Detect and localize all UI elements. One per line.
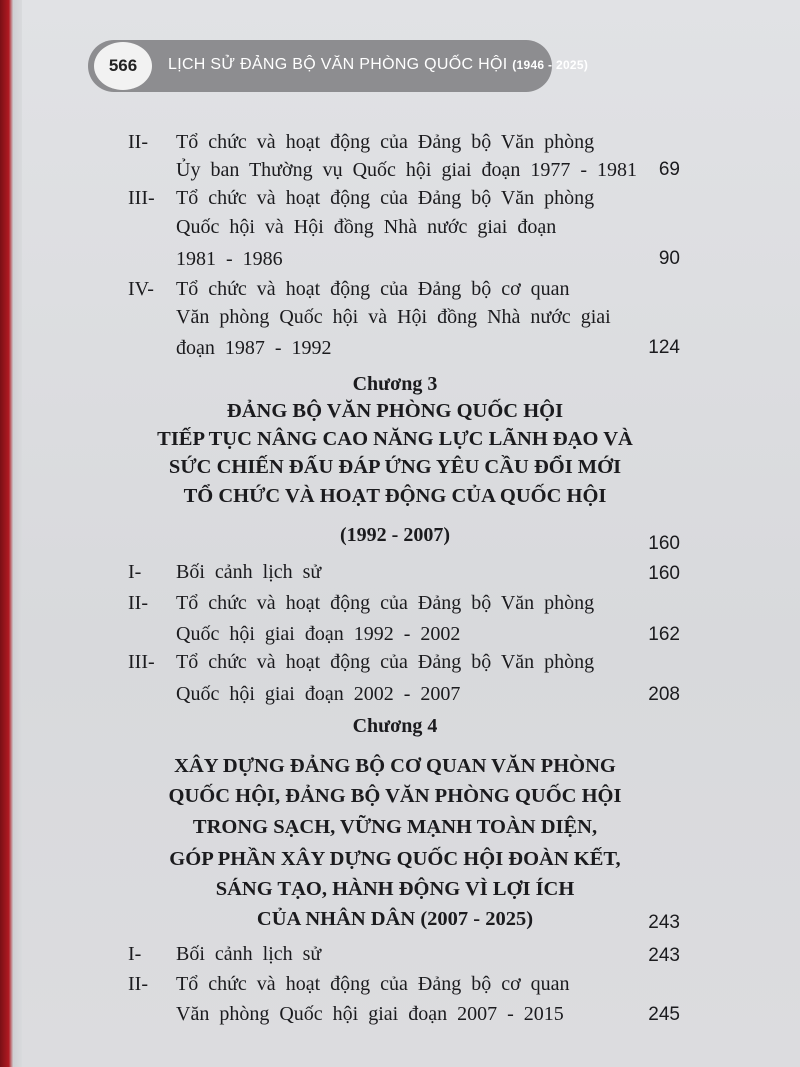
entry-text: Quốc hội giai đoạn 2002 - 2007 xyxy=(176,683,461,705)
entry-text: Quốc hội giai đoạn 1992 - 2002 xyxy=(176,623,461,645)
chapter-title-line: TIẾP TỤC NÂNG CAO NĂNG LỰC LÃNH ĐẠO VÀ xyxy=(157,428,633,450)
chapter-page: 160 xyxy=(648,533,680,554)
header-title-text: LỊCH SỬ ĐẢNG BỘ VĂN PHÒNG QUỐC HỘI xyxy=(168,56,508,73)
book-spine-edge xyxy=(0,0,22,1067)
entry-text: Tổ chức và hoạt động của Đảng bộ cơ quan xyxy=(176,973,570,995)
entry-page: 243 xyxy=(648,945,680,966)
chapter-title-line: (1992 - 2007) xyxy=(340,524,450,546)
chapter-title-line: GÓP PHẦN XÂY DỰNG QUỐC HỘI ĐOÀN KẾT, xyxy=(169,848,621,870)
entry-number: III- xyxy=(128,187,155,209)
entry-page: 160 xyxy=(648,563,680,584)
chapter-label: Chương 3 xyxy=(352,373,438,395)
entry-page: 162 xyxy=(648,624,680,645)
entry-text: Văn phòng Quốc hội và Hội đồng Nhà nước giai xyxy=(176,306,611,328)
entry-text: Tổ chức và hoạt động của Đảng bộ Văn phòng xyxy=(176,131,595,153)
running-header-title xyxy=(168,56,588,74)
entry-text: Quốc hội và Hội đồng Nhà nước giai đoạn xyxy=(176,216,557,238)
entry-number: I- xyxy=(128,561,142,583)
entry-text: Bối cảnh lịch sử xyxy=(176,943,322,965)
chapter-title-line: XÂY DỰNG ĐẢNG BỘ CƠ QUAN VĂN PHÒNG xyxy=(174,755,616,777)
page-number: 566 xyxy=(94,42,152,90)
entry-number: I- xyxy=(128,943,142,965)
entry-page: 208 xyxy=(648,684,680,705)
chapter-title-line: TỔ CHỨC VÀ HOẠT ĐỘNG CỦA QUỐC HỘI xyxy=(183,485,607,507)
chapter-title-line: TRONG SẠCH, VỮNG MẠNH TOÀN DIỆN, xyxy=(192,816,598,838)
entry-page: 245 xyxy=(648,1004,680,1025)
chapter-title-line: CỦA NHÂN DÂN (2007 - 2025) xyxy=(256,908,534,930)
chapter-page: 243 xyxy=(648,912,680,933)
entry-text: Tổ chức và hoạt động của Đảng bộ Văn phòng xyxy=(176,187,595,209)
entry-text: Tổ chức và hoạt động của Đảng bộ Văn phòng xyxy=(176,651,595,673)
entry-page: 69 xyxy=(658,159,680,180)
entry-page: 90 xyxy=(658,248,680,269)
entry-number: II- xyxy=(128,592,148,614)
entry-number: IV- xyxy=(128,278,154,300)
entry-text: Ủy ban Thường vụ Quốc hội giai đoạn 1977 - 1981 xyxy=(176,159,637,181)
entry-text: Bối cảnh lịch sử xyxy=(176,561,322,583)
chapter-title-line: ĐẢNG BỘ VĂN PHÒNG QUỐC HỘI xyxy=(226,400,564,422)
entry-text: đoạn 1987 - 1992 xyxy=(176,337,332,359)
chapter-title-line: SỨC CHIẾN ĐẤU ĐÁP ỨNG YÊU CẦU ĐỔI MỚI xyxy=(168,456,622,478)
entry-text: Tổ chức và hoạt động của Đảng bộ Văn phòng xyxy=(176,592,595,614)
entry-text: Văn phòng Quốc hội giai đoạn 2007 - 2015 xyxy=(176,1003,564,1025)
chapter-label: Chương 4 xyxy=(352,715,438,737)
chapter-title-line: SÁNG TẠO, HÀNH ĐỘNG VÌ LỢI ÍCH xyxy=(215,878,575,900)
entry-text: 1981 - 1986 xyxy=(176,248,283,270)
entry-number: II- xyxy=(128,131,148,153)
entry-number: II- xyxy=(128,973,148,995)
chapter-title-line: QUỐC HỘI, ĐẢNG BỘ VĂN PHÒNG QUỐC HỘI xyxy=(168,785,622,807)
entry-page: 124 xyxy=(648,337,680,358)
header-years: (1946 - 2025) xyxy=(512,58,589,72)
entry-text: Tổ chức và hoạt động của Đảng bộ cơ quan xyxy=(176,278,570,300)
entry-number: III- xyxy=(128,651,155,673)
